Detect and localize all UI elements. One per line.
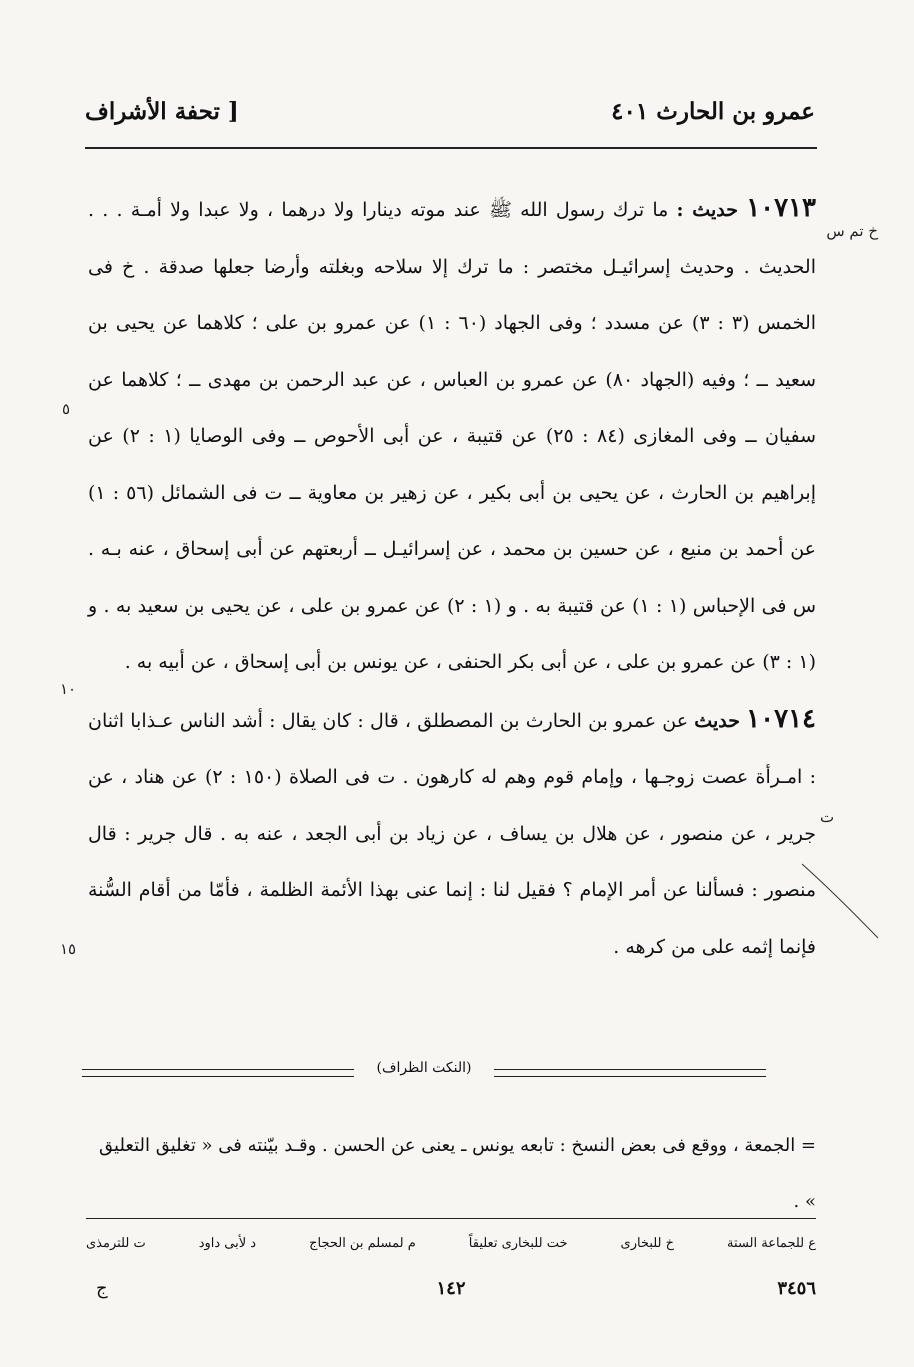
abbr-item: م لمسلم بن الحجاج xyxy=(309,1236,416,1251)
abbr-item: ع للجماعة الستة xyxy=(727,1236,816,1251)
abbr-item: خت للبخارى تعليقاً xyxy=(468,1236,568,1251)
hadith-text: ما ترك رسول الله ﷺ عند موته دينارا ولا درهما ، ولا عبدا ولا أمـة . . . الحديث . وحديث إسرائيـل مختصر : ما ترك إلا سلاحه وبغلته وأرضا جعلها صدقة . خ فى الخمس (٣ : ٣) عن مسدد ؛ وفى الجهاد (٦٠ : ١) عن عمرو بن على ؛ كلاهما عن يحيى بن سعيد ــ ؛ وفيه (الجهاد ٨٠) عن عمرو بن العباس ، عن عبد الرحمن بن مهدى ــ ؛ كلاهما عن سفيان ــ وفى المغازى (٨٤ : ٢٥) عن قتيبة ، عن أبى الأحوص ــ وفى الوصايا (١ : ٢) عن إبراهيم بن الحارث ، عن يحيى بن أبى بكير ، عن زهير بن معاوية ــ ت فى الشمائل (٥٦ : ١) عن أحمد بن منيع ، عن حسين بن محمد ، عن إسرائيـل ــ أربعتهم عن أبى إسحاق ، عنه بـه . س فى الإحباس (١ : ١) عن قتيبة به . و (١ : ٢) عن عمرو بن على ، عن يحيى بن سعيد به . و (١ : ٣) عن عمرو بن على ، عن أبى بكر الحنفى ، عن يونس بن أبى إسحاق ، عن أبيه به . xyxy=(88,199,817,673)
header-title: عمرو بن الحارث ٤٠١ xyxy=(611,98,815,125)
page-number: ١٤٢ xyxy=(436,1278,466,1299)
page-footer xyxy=(86,1278,816,1308)
hadith-word: حديث xyxy=(694,709,740,732)
page-sequence-number: ٣٤٥٦ xyxy=(777,1278,816,1299)
footer-rule xyxy=(86,1218,816,1219)
divider-line xyxy=(494,1069,766,1077)
hadith-word: حديث : xyxy=(676,199,738,221)
volume-mark: ج xyxy=(96,1278,108,1299)
hadith-number: ١٠٧١٣ xyxy=(746,193,817,223)
line-number-15: ١٥ xyxy=(60,940,77,958)
abbreviation-key xyxy=(86,1236,816,1260)
header-book-name: [ تحفة الأشراف xyxy=(85,98,239,125)
hadith-10714 xyxy=(88,691,816,976)
header-rule xyxy=(85,147,817,149)
hadith-number: ١٠٧١٤ xyxy=(746,703,816,734)
divider-line xyxy=(82,1069,354,1077)
main-text xyxy=(88,180,816,975)
source-code-margin: ت xyxy=(820,808,835,826)
hadith-10713 xyxy=(88,180,816,691)
nukat-heading: (النكت الظراف) xyxy=(376,1060,472,1076)
margin-pen-stroke xyxy=(800,862,880,942)
abbr-item: د لأبى داود xyxy=(198,1236,257,1251)
nukat-divider xyxy=(82,1060,766,1082)
line-number-10: ١٠ xyxy=(60,680,77,698)
page-header xyxy=(85,98,815,138)
source-code-margin: خ تم س xyxy=(826,222,878,240)
abbr-item: خ للبخارى xyxy=(620,1236,675,1251)
note-text: = الجمعة ، ووقع فى بعض النسخ : تابعه يونس ـ يعنى عن الحسن . وقـد بيّنته فى « تغليق التعليق » . xyxy=(99,1135,816,1212)
abbr-item: ت للترمذى xyxy=(86,1236,146,1251)
hadith-text: عن عمرو بن الحارث بن المصطلق ، قال : كان يقال : أشد الناس عـذابا اثنان : امـرأة عصت زوجـها ، وإمام قوم وهم له كارهون . ت فى الصلاة (١٥٠ : ٢) عن هناد ، عن جرير ، عن منصور ، عن هلال بن يساف ، عن زياد بن أبى الجعد ، عنه به . قال جرير : قال منصور : فسألنا عن أمر الإمام ؟ فقيل لنا : إنما عنى بهذا الأئمة الظلمة ، فأمّا من أقام السُّنة فإنما إثمه على من كرهه . xyxy=(88,709,817,958)
nukat-note xyxy=(86,1118,816,1230)
line-number-5: ٥ xyxy=(62,400,71,418)
